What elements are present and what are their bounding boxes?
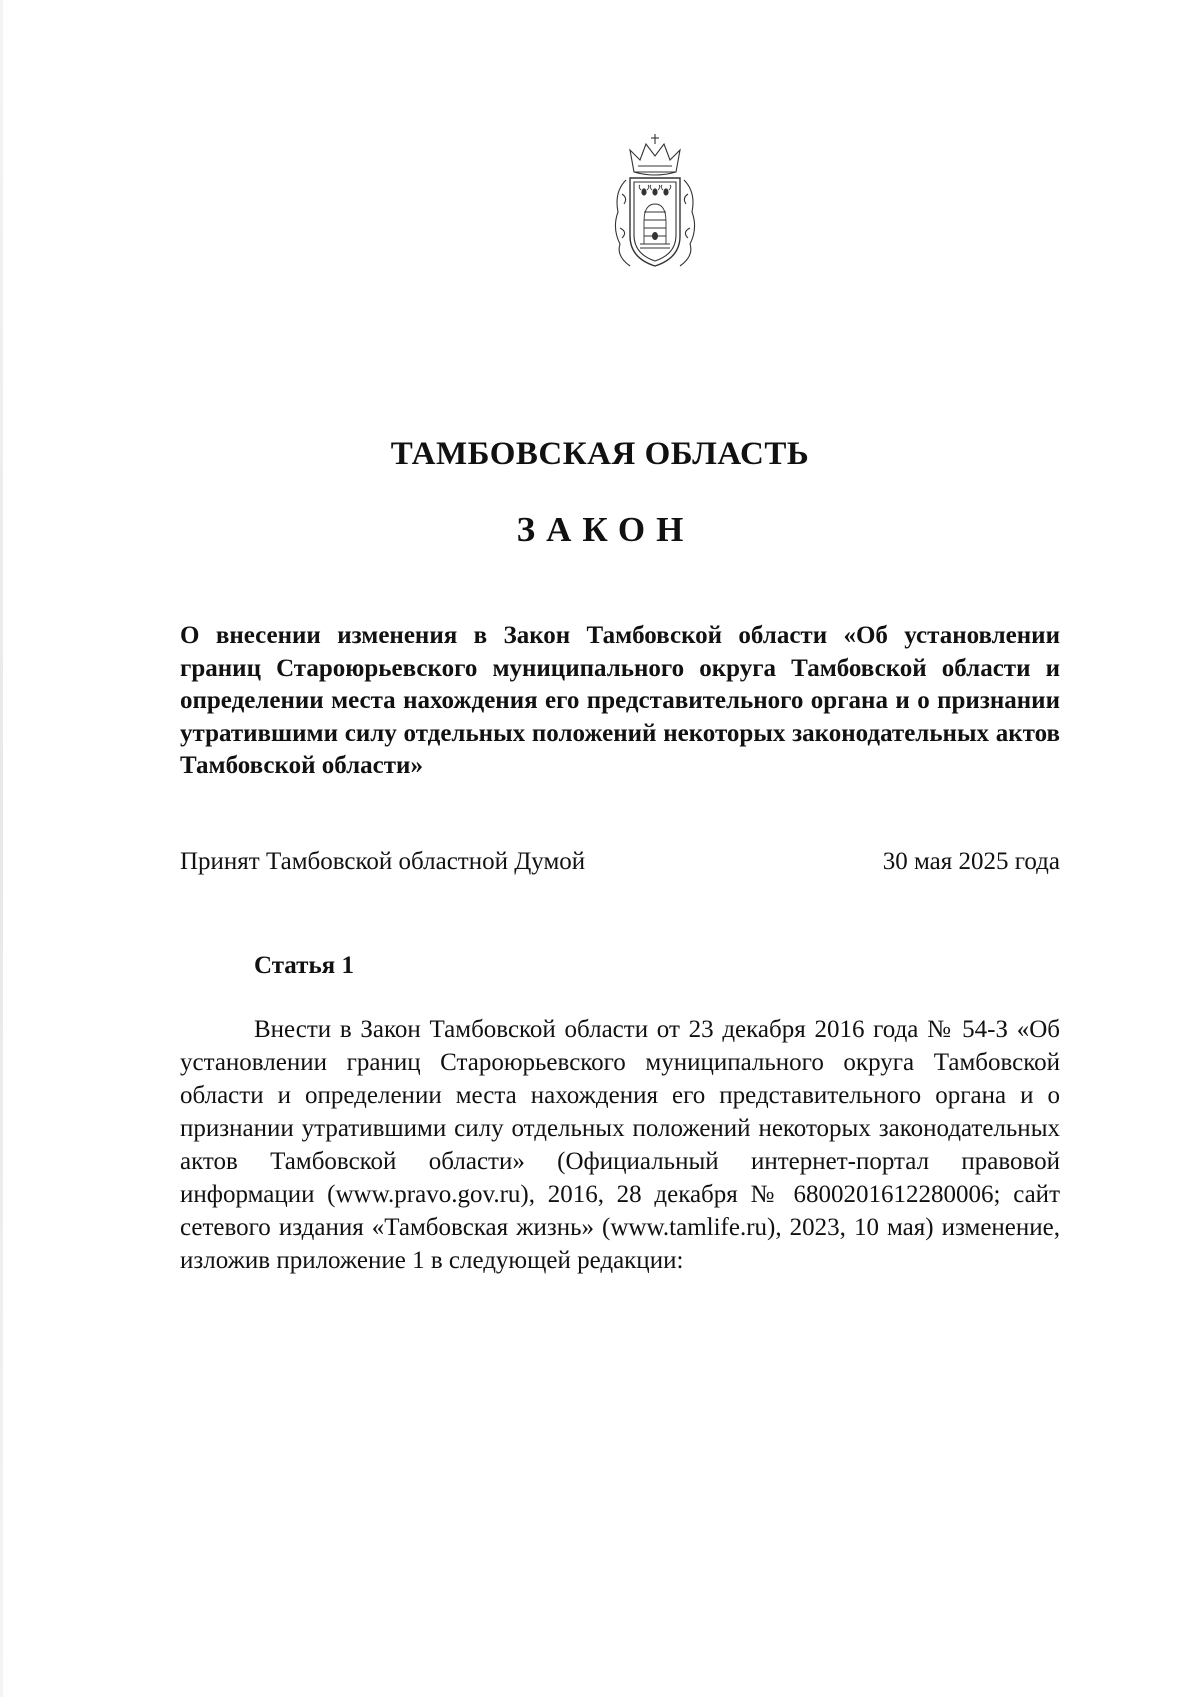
adoption-date: 30 мая 2025 года (882, 848, 1060, 875)
document-type-text: ЗАКОН (516, 510, 695, 549)
law-title: О внесении изменения в Закон Тамбовской области «Об установлении границ Староюрьевского муниципального округа Тамбовской области и определении места нахождения его представительного органа и о признании утратившими силу отдельных положений некоторых законодательных актов Тамбовской области» (180, 622, 1060, 779)
adopted-by: Принят Тамбовской областной Думой (180, 848, 586, 875)
article-text: Внести в Закон Тамбовской области от 23 декабря 2016 года № 54-З «Об установлении границ Староюрьевского муниципального округа Тамбовской области и определении места нахождения его представительного органа и о признании утратившими силу отдельных положений некоторых законодательных актов Тамбовской области» (Официальный интернет-портал правовой информации (www.pravo.gov.ru), 2016, 28 декабря № 6800201612280006; сайт сетевого издания «Тамбовская жизнь» (www.tamlife.ru), 2023, 10 мая) изменение, изложив приложение 1 в следующей редакции: (180, 1016, 1060, 1274)
adoption-line (180, 848, 1060, 876)
scan-edge (0, 0, 3, 1697)
article-heading: Статья 1 (254, 952, 354, 979)
tambov-coat-of-arms-icon (608, 132, 702, 274)
document-type-heading (0, 510, 1200, 550)
region-heading: ТАМБОВСКАЯ ОБЛАСТЬ (390, 436, 810, 472)
